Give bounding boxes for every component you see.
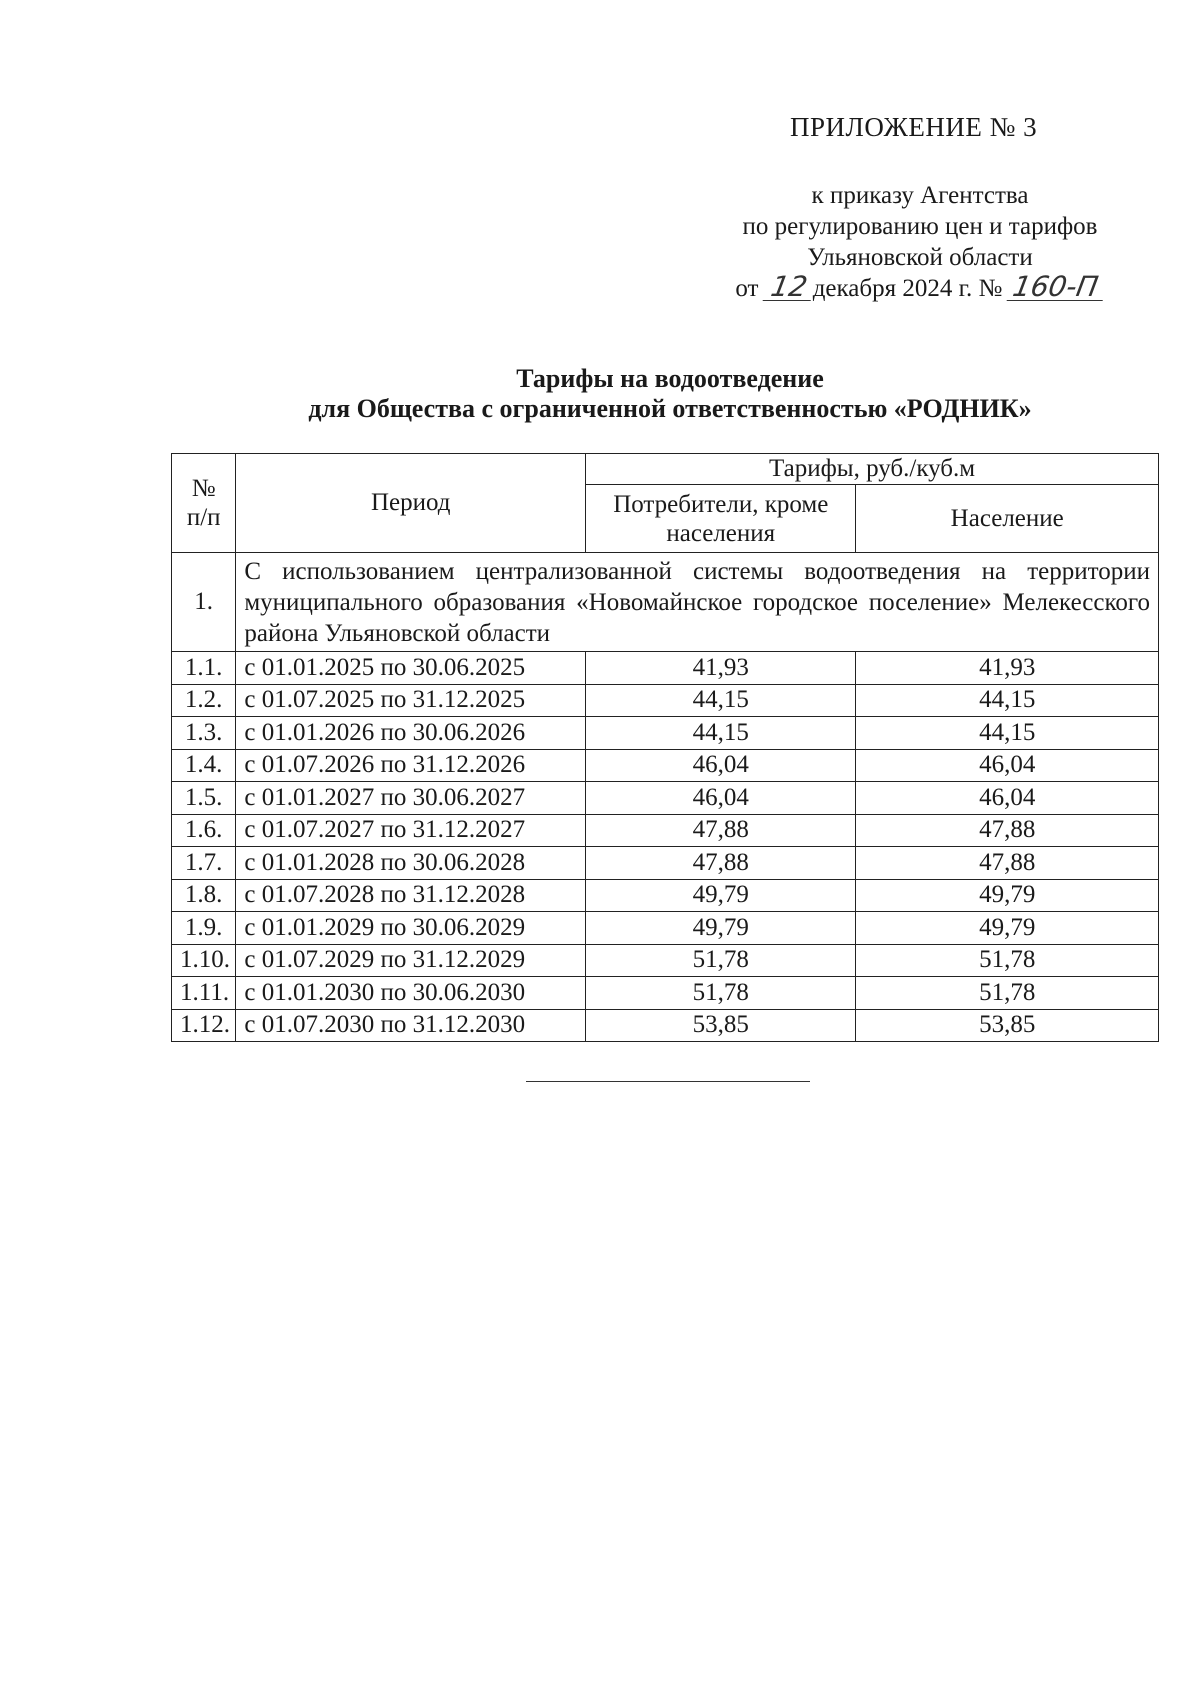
header-consumers: Потребители, кроме населения: [586, 485, 856, 553]
row-period: с 01.07.2027 по 31.12.2027: [236, 814, 586, 847]
row-population-tariff: 51,78: [856, 977, 1159, 1010]
header-period: Период: [236, 454, 586, 553]
row-number: 1.2.: [172, 684, 236, 717]
row-consumers-tariff: 49,79: [586, 912, 856, 945]
heading-line2: для Общества с ограниченной ответственностью «РОДНИК»: [308, 394, 1032, 423]
row-population-tariff: 41,93: [856, 652, 1159, 685]
order-reference: [700, 180, 1140, 304]
row-consumers-tariff: 47,88: [586, 814, 856, 847]
table-row: [172, 684, 1159, 717]
row-population-tariff: 51,78: [856, 944, 1159, 977]
row-period: с 01.01.2027 по 30.06.2027: [236, 782, 586, 815]
row-number: 1.8.: [172, 879, 236, 912]
tariffs-table: [171, 453, 1159, 1042]
row-number: 1.6.: [172, 814, 236, 847]
row-consumers-tariff: 51,78: [586, 944, 856, 977]
row-consumers-tariff: 46,04: [586, 782, 856, 815]
table-row: [172, 749, 1159, 782]
row-population-tariff: 53,85: [856, 1009, 1159, 1042]
table-row: [172, 717, 1159, 750]
row-period: с 01.01.2030 по 30.06.2030: [236, 977, 586, 1010]
row-consumers-tariff: 53,85: [586, 1009, 856, 1042]
heading-line1: Тарифы на водоотведение: [516, 364, 824, 393]
document-heading: [170, 364, 1170, 424]
table-row: [172, 977, 1159, 1010]
table-row: [172, 847, 1159, 880]
row-number: 1.3.: [172, 717, 236, 750]
row-consumers-tariff: 51,78: [586, 977, 856, 1010]
row-population-tariff: 44,15: [856, 717, 1159, 750]
order-ref-date-line: [700, 270, 1140, 304]
header-population: Население: [856, 485, 1159, 553]
row-period: с 01.07.2026 по 31.12.2026: [236, 749, 586, 782]
row-population-tariff: 47,88: [856, 847, 1159, 880]
date-prefix: от: [735, 275, 759, 302]
row-number: 1.5.: [172, 782, 236, 815]
order-ref-line2: по регулированию цен и тарифов: [742, 213, 1098, 240]
appendix-title: ПРИЛОЖЕНИЕ № 3: [790, 112, 1038, 142]
order-ref-line1: к приказу Агентства: [811, 182, 1029, 209]
table-row: [172, 879, 1159, 912]
section-row: [172, 553, 1159, 652]
row-population-tariff: 49,79: [856, 879, 1159, 912]
row-number: 1.12.: [172, 1009, 236, 1042]
section-number: 1.: [172, 553, 236, 652]
row-period: с 01.07.2028 по 31.12.2028: [236, 879, 586, 912]
row-period: с 01.07.2025 по 31.12.2025: [236, 684, 586, 717]
date-rest: декабря 2024 г. №: [812, 275, 1003, 302]
section-description: С использованием централизованной системы водоотведения на территории муниципального образования «Новомайнское городское поселение» Мелекесского района Ульяновской области: [236, 553, 1159, 652]
row-consumers-tariff: 44,15: [586, 717, 856, 750]
row-population-tariff: 46,04: [856, 749, 1159, 782]
table-row: [172, 814, 1159, 847]
table-row: [172, 944, 1159, 977]
header-tariffs-group: Тарифы, руб./куб.м: [586, 454, 1159, 485]
row-population-tariff: 47,88: [856, 814, 1159, 847]
row-population-tariff: 49,79: [856, 912, 1159, 945]
row-period: с 01.01.2029 по 30.06.2029: [236, 912, 586, 945]
row-period: с 01.07.2030 по 31.12.2030: [236, 1009, 586, 1042]
table-row: [172, 652, 1159, 685]
row-consumers-tariff: 41,93: [586, 652, 856, 685]
table-row: [172, 912, 1159, 945]
row-consumers-tariff: 49,79: [586, 879, 856, 912]
row-number: 1.11.: [172, 977, 236, 1010]
row-consumers-tariff: 46,04: [586, 749, 856, 782]
row-number: 1.1.: [172, 652, 236, 685]
row-number: 1.7.: [172, 847, 236, 880]
table-row: [172, 1009, 1159, 1042]
row-population-tariff: 46,04: [856, 782, 1159, 815]
row-population-tariff: 44,15: [856, 684, 1159, 717]
row-number: 1.9.: [172, 912, 236, 945]
row-period: с 01.01.2025 по 30.06.2025: [236, 652, 586, 685]
row-period: с 01.01.2026 по 30.06.2026: [236, 717, 586, 750]
row-consumers-tariff: 44,15: [586, 684, 856, 717]
order-ref-line3: Ульяновской области: [807, 244, 1033, 271]
row-period: с 01.01.2028 по 30.06.2028: [236, 847, 586, 880]
header-number: № п/п: [172, 454, 236, 553]
handwritten-day: 12: [762, 274, 815, 301]
row-consumers-tariff: 47,88: [586, 847, 856, 880]
row-period: с 01.07.2029 по 31.12.2029: [236, 944, 586, 977]
row-number: 1.10.: [172, 944, 236, 977]
end-rule: [526, 1081, 810, 1082]
row-number: 1.4.: [172, 749, 236, 782]
table-row: [172, 782, 1159, 815]
handwritten-order-number: 160-П: [1006, 274, 1107, 301]
